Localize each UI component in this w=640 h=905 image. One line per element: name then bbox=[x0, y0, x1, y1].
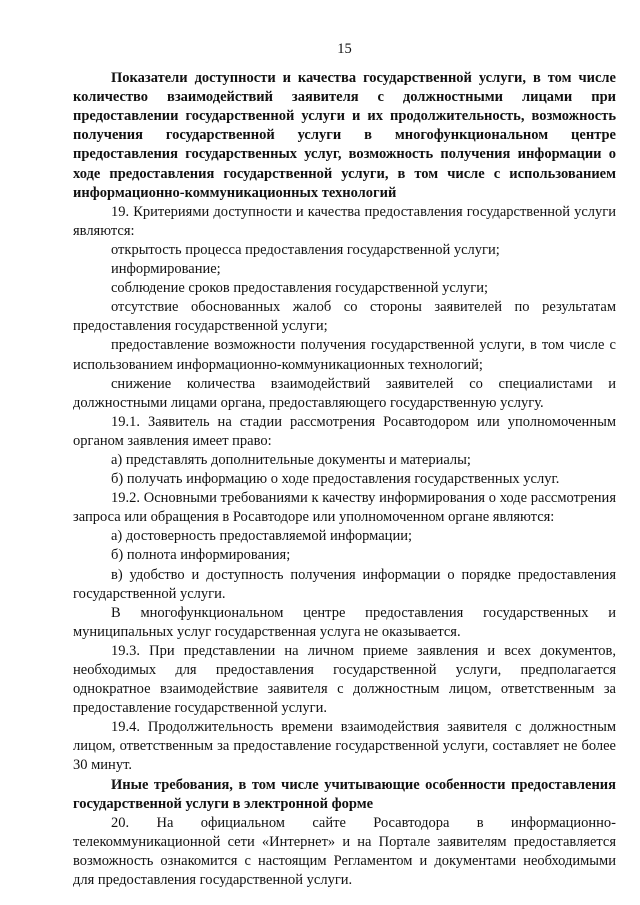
paragraph-19-1: 19.1. Заявитель на стадии рассмотрения Росавтодором или уполномоченным органом заявления имеет право: bbox=[73, 413, 616, 449]
criterion-no-complaints: отсутствие обоснованных жалоб со стороны заявителей по результатам предоставления государственной услуги; bbox=[73, 299, 616, 335]
criterion-ict-access: предоставление возможности получения государственной услуги, в том числе с использованием информационно-коммуникационных технологий; bbox=[73, 337, 616, 373]
paragraph-19-4: 19.4. Продолжительность времени взаимодействия заявителя с должностным лицом, ответственным за предоставление государственной услуги, составляет не более 30 минут. bbox=[73, 719, 616, 774]
criterion-openness: открытость процесса предоставления государственной услуги; bbox=[111, 241, 500, 258]
section-heading-accessibility: Показатели доступности и качества государственной услуги, в том числе количество взаимодействий заявителя с должностными лицами при предоставлении государственной услуги и их продолжительность, возможность получения государственной услуги в многофункциональном центре предоставления государственных услуг, возможность получения информации о ходе предоставления государственной услуги, в том числе с использованием информационно-коммуникационных технологий bbox=[73, 70, 616, 201]
paragraph-19-2: 19.2. Основными требованиями к качеству информирования о ходе рассмотрения запроса или обращения в Росавтодоре или уполномоченном органе являются: bbox=[73, 490, 616, 526]
page-number: 15 bbox=[337, 41, 352, 57]
paragraph-19-2-b: б) полнота информирования; bbox=[111, 547, 291, 564]
paragraph-mfc: В многофункциональном центре предоставления государственных и муниципальных услуг государственная услуга не оказывается. bbox=[73, 604, 616, 640]
criterion-informing: информирование; bbox=[111, 261, 221, 278]
paragraph-19-3: 19.3. При представлении на личном приеме заявления и всех документов, необходимых для предоставления государственной услуги, предполагается однократное взаимодействие заявителя с должностным лицом, ответственным за предоставление государственной услуги. bbox=[73, 642, 616, 717]
paragraph-19-2-a: а) достоверность предоставляемой информации; bbox=[111, 528, 412, 545]
criterion-deadlines: соблюдение сроков предоставления государственной услуги; bbox=[111, 280, 489, 297]
criterion-fewer-interactions: снижение количества взаимодействий заявителей со специалистами и должностными лицами органа, предоставляющего государственную услугу. bbox=[73, 375, 616, 411]
paragraph-19: 19. Критериями доступности и качества предоставления государственной услуги являются: bbox=[73, 203, 616, 239]
paragraph-19-2-c: в) удобство и доступность получения информации о порядке предоставления государственной услуги. bbox=[73, 566, 616, 602]
paragraph-19-1-b: б) получать информацию о ходе предоставления государственных услуг. bbox=[111, 471, 560, 488]
paragraph-20: 20. На официальном сайте Росавтодора в информационно-телекоммуникационной сети «Интернет» и на Портале заявителям предоставляется возможность ознакомится с настоящим Регламентом и документами необходимыми для предоставления государственной услуги. bbox=[73, 814, 616, 889]
section-heading-other-requirements: Иные требования, в том числе учитывающие особенности предоставления государственной услуги в электронной форме bbox=[73, 776, 616, 812]
paragraph-19-1-a: а) представлять дополнительные документы и материалы; bbox=[111, 451, 471, 468]
